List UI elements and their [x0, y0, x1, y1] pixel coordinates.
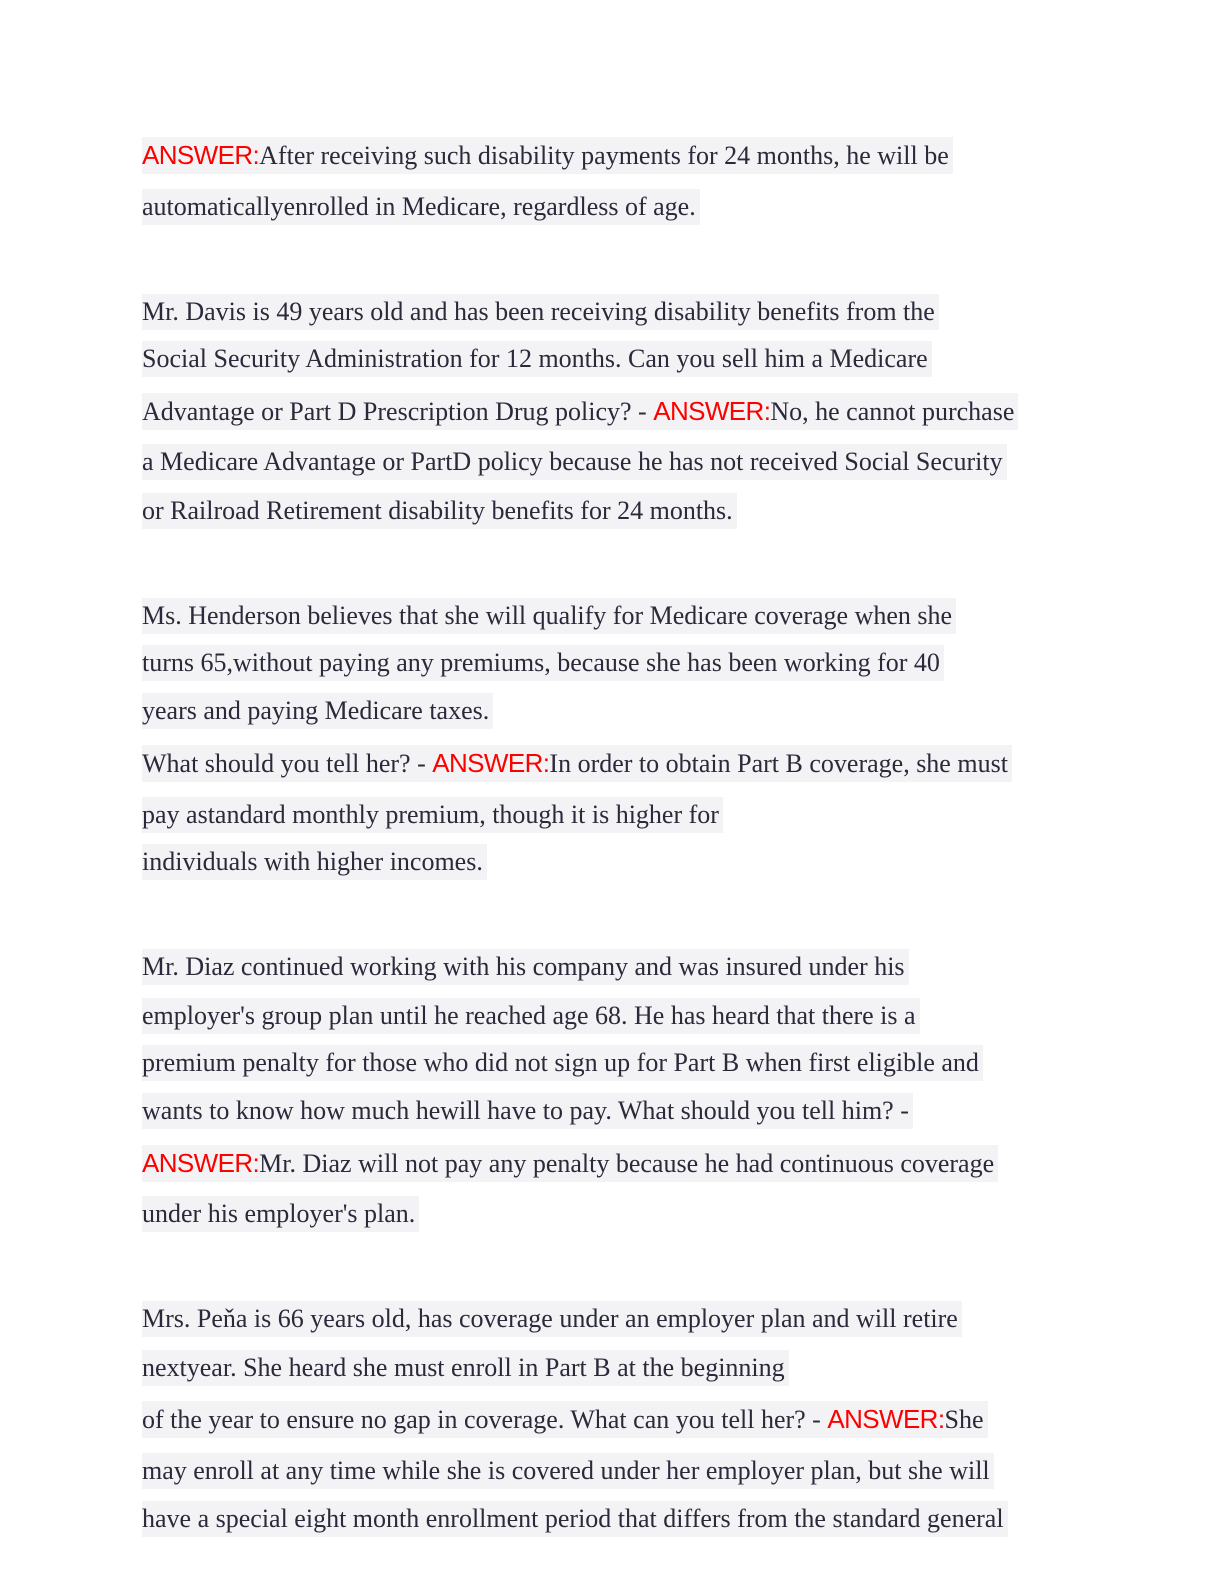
answer-text: After receiving such disability payments for 24 months, he will be	[259, 141, 949, 170]
question-line	[142, 1401, 988, 1437]
answer-text: a Medicare Advantage or PartD policy because he has not received Social Security	[142, 444, 1007, 480]
question-line	[142, 1045, 983, 1081]
question-text: Social Security Administration for 12 months. Can you sell him a Medicare	[142, 341, 932, 377]
question-line	[142, 598, 956, 634]
answer-text: She	[944, 1405, 984, 1434]
question-text: of the year to ensure no gap in coverage. What can you tell her? -	[142, 1405, 828, 1434]
question-line	[142, 949, 909, 985]
question-text: Mr. Diaz continued working with his company and was insured under his	[142, 949, 909, 985]
question-text: Advantage or Part D Prescription Drug policy? -	[142, 397, 654, 426]
question-text: Ms. Henderson believes that she will qualify for Medicare coverage when she	[142, 598, 956, 634]
answer-label: ANSWER:	[827, 1404, 945, 1434]
answer-text: No, he cannot purchase	[770, 397, 1015, 426]
question-line	[142, 693, 493, 729]
question-text: years and paying Medicare taxes.	[142, 693, 493, 729]
answer-text: In order to obtain Part B coverage, she must	[549, 749, 1008, 778]
question-text: Mrs. Peňa is 66 years old, has coverage under an employer plan and will retire	[142, 1301, 962, 1337]
text-line	[142, 444, 1007, 480]
text-line	[142, 137, 953, 173]
answer-text: Mr. Diaz will not pay any penalty because he had continuous coverage	[259, 1149, 995, 1178]
question-line	[142, 645, 944, 681]
question-line	[142, 341, 932, 377]
answer-text: under his employer's plan.	[142, 1196, 419, 1232]
answer-label: ANSWER:	[432, 748, 550, 778]
question-line	[142, 294, 939, 330]
text-line	[142, 1196, 419, 1232]
text-line	[142, 844, 487, 880]
question-line	[142, 1093, 913, 1129]
question-text: employer's group plan until he reached age 68. He has heard that there is a	[142, 998, 920, 1034]
question-line	[142, 998, 920, 1034]
answer-label: ANSWER:	[142, 1148, 260, 1178]
answer-label: ANSWER:	[142, 140, 260, 170]
question-text: premium penalty for those who did not sign up for Part B when first eligible and	[142, 1045, 983, 1081]
question-line	[142, 1350, 789, 1386]
text-line	[142, 1145, 998, 1181]
question-text: Mr. Davis is 49 years old and has been receiving disability benefits from the	[142, 294, 939, 330]
answer-text: pay astandard monthly premium, though it is higher for	[142, 797, 723, 833]
question-line	[142, 393, 1018, 429]
text-line	[142, 189, 700, 225]
answer-text: may enroll at any time while she is covered under her employer plan, but she will	[142, 1453, 994, 1489]
question-text: wants to know how much hewill have to pay. What should you tell him? -	[142, 1093, 913, 1129]
answer-text: automaticallyenrolled in Medicare, regardless of age.	[142, 189, 700, 225]
text-line	[142, 1453, 994, 1489]
answer-text: have a special eight month enrollment period that differs from the standard general	[142, 1501, 1008, 1537]
question-line	[142, 745, 1012, 781]
answer-text: or Railroad Retirement disability benefits for 24 months.	[142, 493, 737, 529]
question-text: turns 65,without paying any premiums, because she has been working for 40	[142, 645, 944, 681]
text-line	[142, 1501, 1008, 1537]
question-line	[142, 1301, 962, 1337]
question-text: What should you tell her? -	[142, 749, 433, 778]
text-line	[142, 493, 737, 529]
answer-text: individuals with higher incomes.	[142, 844, 487, 880]
question-text: nextyear. She heard she must enroll in Part B at the beginning	[142, 1350, 789, 1386]
text-line	[142, 797, 723, 833]
answer-label: ANSWER:	[653, 396, 771, 426]
